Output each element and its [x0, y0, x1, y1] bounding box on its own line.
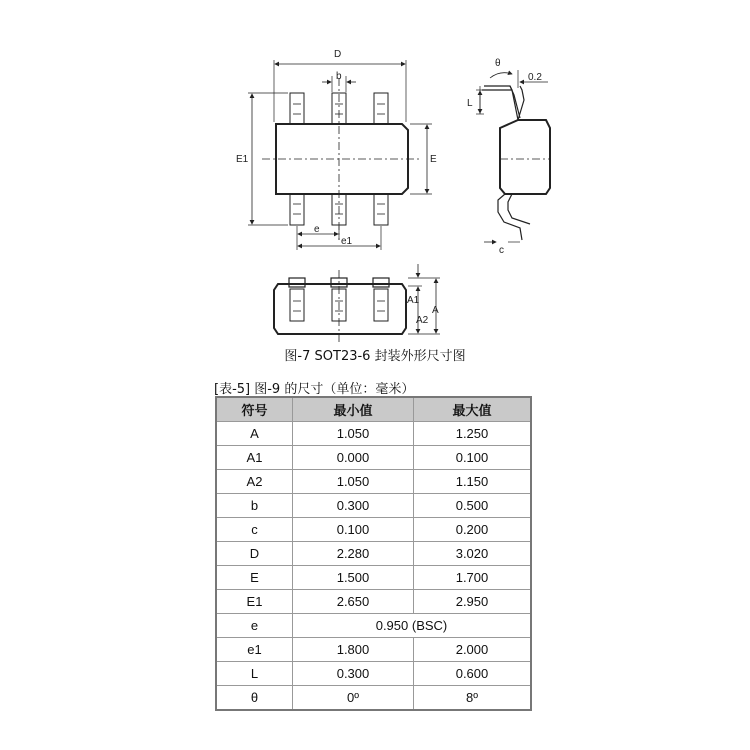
table-row — [216, 446, 531, 470]
cell-min: 1.050 — [293, 422, 414, 446]
cell-symbol: E1 — [216, 590, 293, 614]
table-header-row — [216, 397, 531, 422]
table-row — [216, 422, 531, 446]
dim-label-a1: A1 — [407, 295, 420, 306]
cell-min: 0º — [293, 686, 414, 711]
cell-symbol: e1 — [216, 638, 293, 662]
cell-min: 0.100 — [293, 518, 414, 542]
dim-label-e1-width: E1 — [236, 154, 249, 165]
cell-max: 0.200 — [414, 518, 532, 542]
table-row — [216, 686, 531, 711]
cell-max: 3.020 — [414, 542, 532, 566]
figure-caption: 图-7 SOT23-6 封装外形尺寸图 — [284, 349, 466, 364]
dim-label-a: A — [432, 305, 439, 316]
cell-min: 1.800 — [293, 638, 414, 662]
cell-symbol: E — [216, 566, 293, 590]
cell-max: 0.600 — [414, 662, 532, 686]
cell-max: 2.950 — [414, 590, 532, 614]
cell-max: 0.100 — [414, 446, 532, 470]
table-row — [216, 662, 531, 686]
dim-label-gap: 0.2 — [528, 72, 542, 83]
cell-max: 0.500 — [414, 494, 532, 518]
table-caption: [表-5] 图-9 的尺寸（单位：毫米） — [214, 382, 415, 397]
cell-max: 1.150 — [414, 470, 532, 494]
cell-min: 2.280 — [293, 542, 414, 566]
dim-label-d: D — [334, 49, 342, 60]
side-view — [476, 70, 550, 242]
dim-label-a2: A2 — [416, 315, 429, 326]
cell-symbol: b — [216, 494, 293, 518]
cell-span-value: 0.950 (BSC) — [293, 614, 532, 638]
cell-symbol: A2 — [216, 470, 293, 494]
table-row — [216, 638, 531, 662]
cell-symbol: D — [216, 542, 293, 566]
header-max: 最大值 — [414, 397, 532, 422]
header-min: 最小值 — [293, 397, 414, 422]
cell-min: 1.500 — [293, 566, 414, 590]
dim-label-pitch-e1: e1 — [341, 236, 353, 247]
cell-symbol: e — [216, 614, 293, 638]
cell-min: 0.300 — [293, 662, 414, 686]
dimensions-table — [215, 396, 532, 711]
dim-label-l: L — [467, 98, 473, 109]
table-row — [216, 542, 531, 566]
cell-symbol: L — [216, 662, 293, 686]
table-row — [216, 494, 531, 518]
top-view — [248, 60, 432, 250]
cell-symbol: c — [216, 518, 293, 542]
cell-symbol: θ — [216, 686, 293, 711]
table-row — [216, 470, 531, 494]
table-row — [216, 614, 531, 638]
dim-label-e: E — [430, 154, 437, 165]
cell-symbol: A — [216, 422, 293, 446]
table-row — [216, 590, 531, 614]
cell-min: 0.300 — [293, 494, 414, 518]
cell-max: 1.700 — [414, 566, 532, 590]
header-symbol: 符号 — [216, 397, 293, 422]
cell-max: 1.250 — [414, 422, 532, 446]
cell-max: 2.000 — [414, 638, 532, 662]
package-outline-drawing — [0, 0, 750, 360]
table-row — [216, 518, 531, 542]
dim-label-b: b — [336, 71, 342, 82]
table-row — [216, 566, 531, 590]
dim-label-c: c — [499, 245, 504, 256]
dim-label-theta: θ — [495, 58, 501, 69]
cell-max: 8º — [414, 686, 532, 711]
cell-min: 1.050 — [293, 470, 414, 494]
dim-label-pitch-e: e — [314, 224, 320, 235]
cell-min: 2.650 — [293, 590, 414, 614]
cell-symbol: A1 — [216, 446, 293, 470]
cell-min: 0.000 — [293, 446, 414, 470]
